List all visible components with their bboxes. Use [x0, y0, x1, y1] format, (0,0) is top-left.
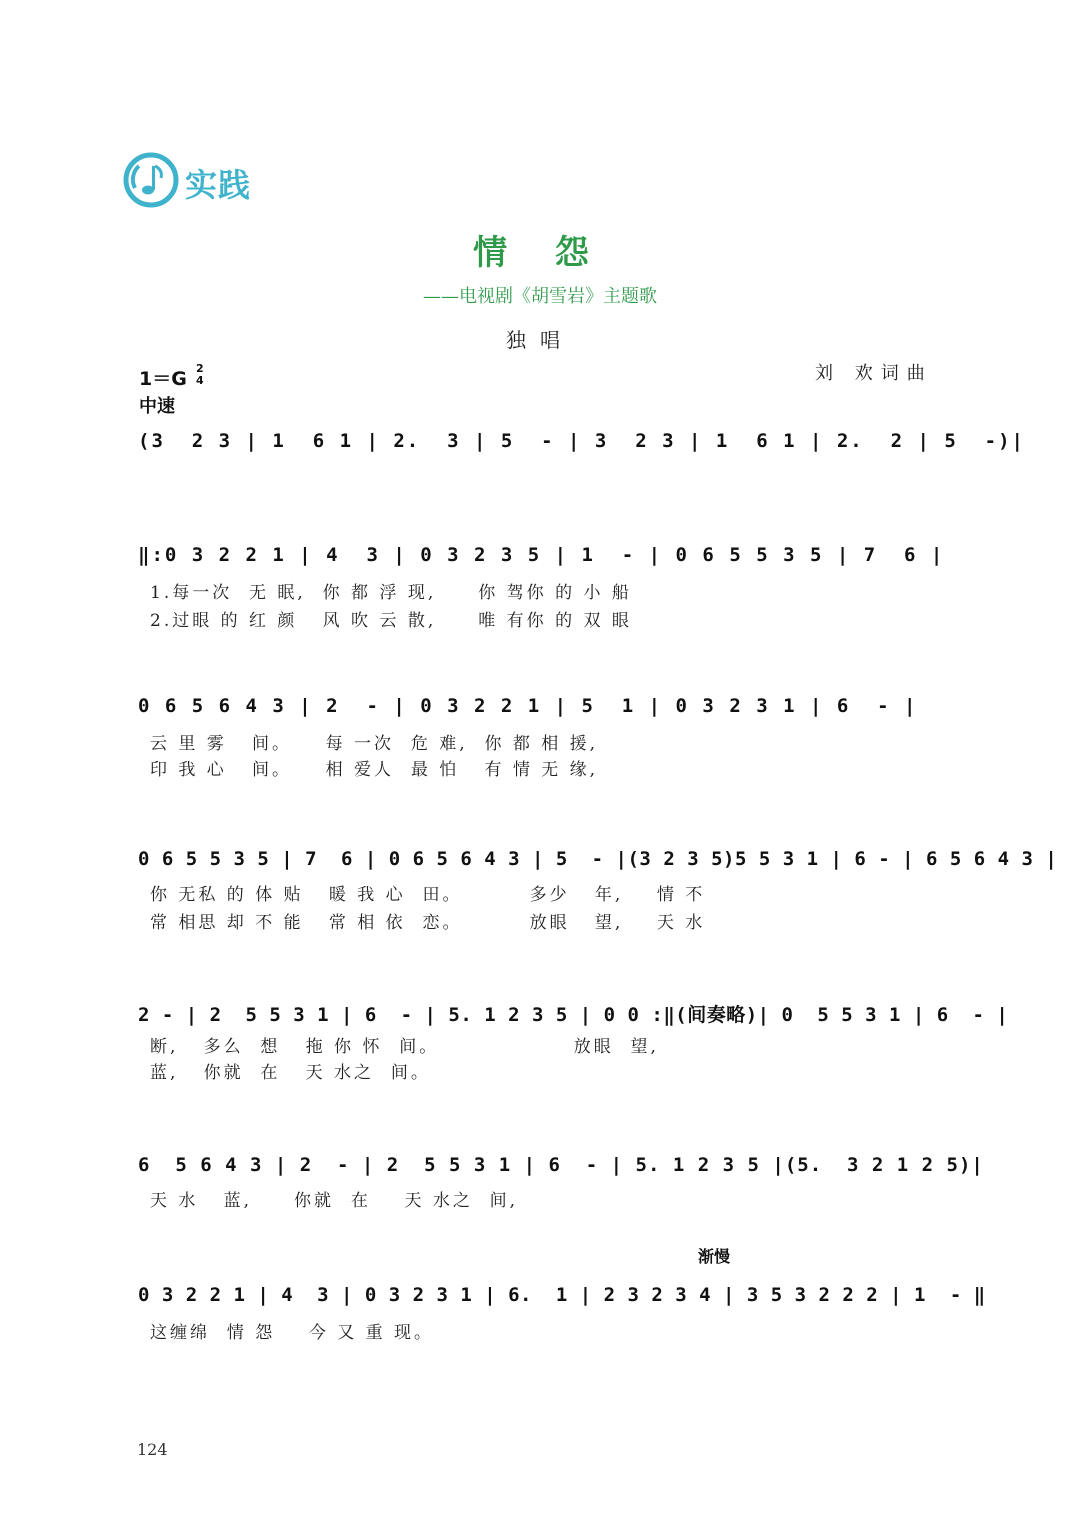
section-label: 实践	[185, 166, 252, 204]
notation-line: 0 6 5 6 4 3 | 2 - | 0 3 2 2 1 | 5 1 | 0 3 2 3 1 | 6 - |	[138, 695, 918, 717]
lyrics-verse-1: 1.每一次 无 眠, 你 都 浮 现, 你 驾你 的 小 船	[150, 583, 632, 603]
performance-type: 独唱	[506, 328, 574, 352]
time-signature-denominator: 4	[196, 374, 204, 387]
key-signature: 1＝G	[139, 368, 187, 390]
notation-line: 2 - | 2 5 5 3 1 | 6 - | 5. 1 2 3 5 | 0 0 :‖(间奏略)| 0 5 5 3 1 | 6 - |	[138, 1004, 1009, 1026]
notation-line: 6 5 6 4 3 | 2 - | 2 5 5 3 1 | 6 - | 5. 1 2 3 5 |(5. 3 2 1 2 5)|	[138, 1154, 984, 1176]
lyrics-verse-2: 印 我 心 间。 相 爱人 最 怕 有 情 无 缘,	[150, 760, 599, 780]
composer-credit: 刘 欢词曲	[815, 363, 933, 384]
notation-line: 0 3 2 2 1 | 4 3 | 0 3 2 3 1 | 6. 1 | 2 3 2 3 4 | 3 5 3 2 2 2 | 1 - ‖	[138, 1284, 986, 1306]
tempo-marking: 中速	[139, 396, 175, 417]
lyrics-verse-1: 云 里 雾 间。 每 一次 危 难, 你 都 相 援,	[150, 734, 599, 754]
music-note-icon	[123, 152, 179, 208]
lyrics-verse-2: 蓝, 你就 在 天 水之 间。	[150, 1063, 431, 1083]
lyrics-verse-1: 断, 多么 想 拖 你 怀 间。 放眼 望,	[150, 1037, 659, 1057]
notation-line: 0 6 5 5 3 5 | 7 6 | 0 6 5 6 4 3 | 5 - |(3 2 3 5)5 5 3 1 | 6 - | 6 5 6 4 3 |	[138, 848, 1058, 870]
lyrics-verse-2: 2.过眼 的 红 颜 风 吹 云 散, 唯 有你 的 双 眼	[150, 611, 632, 631]
lyrics-verse-2: 常 相思 却 不 能 常 相 依 恋。 放眼 望, 天 水	[150, 913, 706, 933]
page-number: 124	[137, 1440, 168, 1459]
tempo-mark-ritardando: 渐慢	[698, 1247, 731, 1266]
notation-line: (3 2 3 | 1 6 1 | 2. 3 | 5 - | 3 2 3 | 1 6 1 | 2. 2 | 5 -)|	[138, 430, 1025, 452]
song-title: 情 怨	[473, 233, 607, 273]
notation-line: ‖:0 3 2 2 1 | 4 3 | 0 3 2 3 5 | 1 - | 0 6 5 5 3 5 | 7 6 |	[138, 544, 945, 566]
lyrics-verse-1: 你 无私 的 体 贴 暖 我 心 田。 多少 年, 情 不	[150, 885, 706, 905]
lyrics-verse-1: 这缠绵 情 怨 今 又 重 现。	[150, 1323, 435, 1343]
time-signature-numerator: 2	[196, 362, 204, 375]
lyrics-verse-1: 天 水 蓝, 你就 在 天 水之 间,	[150, 1191, 519, 1211]
song-subtitle: ——电视剧《胡雪岩》主题歌	[423, 286, 657, 307]
